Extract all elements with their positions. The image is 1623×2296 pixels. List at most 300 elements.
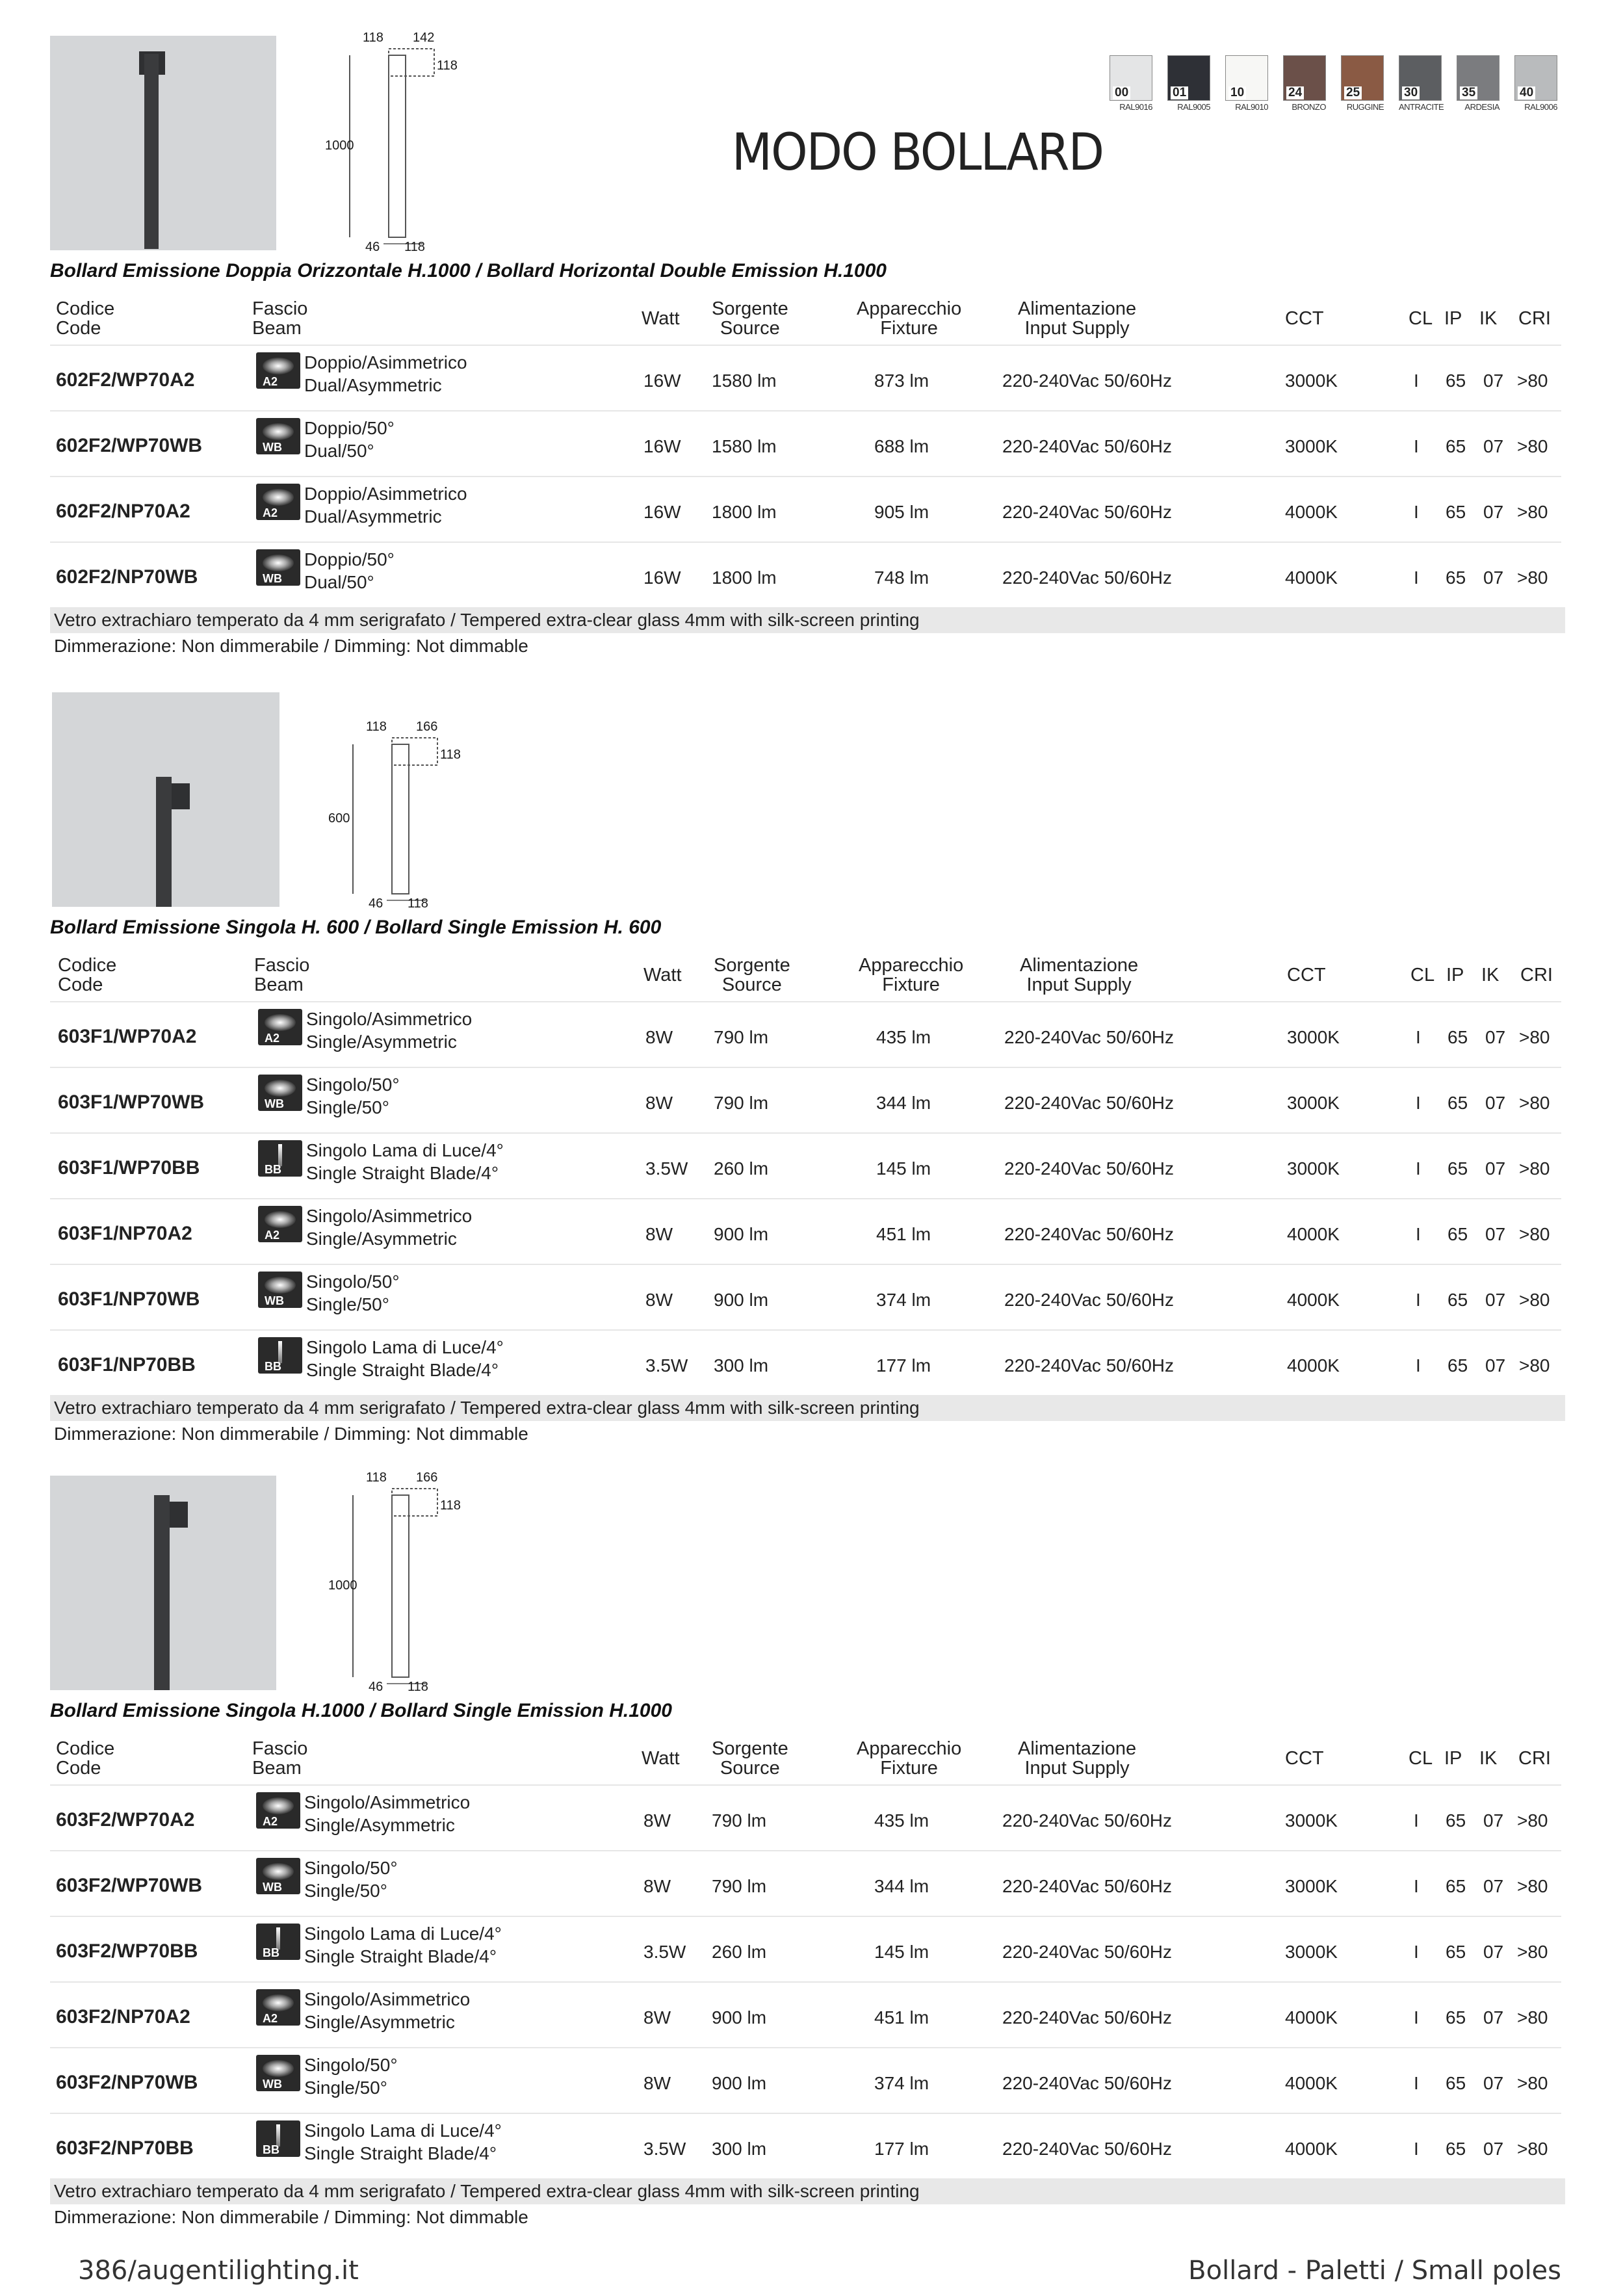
- beam-description: [306, 1008, 472, 1053]
- cl-value: I: [1414, 2073, 1419, 2093]
- beam-icon-label: A2: [265, 1229, 280, 1242]
- watt-value: 16W: [643, 567, 681, 588]
- ik-value: 07: [1483, 1810, 1504, 1831]
- header-line: Input Supply: [1024, 1758, 1130, 1779]
- cct-value: 3000K: [1287, 1158, 1340, 1179]
- cri-value: >80: [1517, 436, 1548, 456]
- fixture-lumen: 905 lm: [874, 502, 929, 522]
- ip-value: 65: [1446, 2007, 1466, 2028]
- cl-value: I: [1416, 1158, 1421, 1179]
- beam-icon: [258, 1206, 302, 1242]
- beam-it: Singolo/50°: [306, 1272, 400, 1292]
- header-line: Beam: [252, 1758, 302, 1779]
- beam-en: Single/Asymmetric: [304, 2012, 455, 2032]
- column-header-cri: CRI: [1518, 1748, 1551, 1769]
- column-header-source: [712, 1739, 788, 1778]
- cri-value: >80: [1517, 1876, 1548, 1896]
- swatch-code: 40: [1518, 86, 1535, 99]
- column-header-cl: CL: [1409, 308, 1433, 329]
- color-swatch: [1514, 55, 1557, 112]
- ik-value: 07: [1485, 1027, 1506, 1047]
- beam-icon-label: BB: [265, 1163, 281, 1176]
- beam-icon-label: WB: [263, 572, 282, 585]
- column-header-ip: IP: [1446, 965, 1464, 985]
- column-header-ip: IP: [1444, 1748, 1462, 1769]
- column-header-ik: IK: [1481, 965, 1500, 985]
- fixture-lumen: 145 lm: [874, 1942, 929, 1962]
- ik-value: 07: [1485, 1290, 1506, 1310]
- beam-it: Singolo/50°: [304, 2055, 398, 2075]
- cl-value: I: [1416, 1224, 1421, 1244]
- ip-value: 65: [1448, 1093, 1468, 1113]
- swatch-label: ARDESIA: [1464, 102, 1500, 112]
- dim-label: 118: [408, 896, 428, 911]
- source-lumen: 300 lm: [714, 1355, 769, 1376]
- row-divider: [50, 410, 1561, 411]
- header-line: Codice: [56, 1738, 115, 1759]
- header-line: Fixture: [880, 1758, 938, 1779]
- beam-en: Dual/50°: [304, 572, 374, 592]
- beam-icon: [256, 2055, 300, 2091]
- beam-description: [304, 1791, 470, 1836]
- beam-it: Singolo Lama di Luce/4°: [304, 1924, 502, 1944]
- swatch-label: RUGGINE: [1346, 102, 1384, 112]
- input-supply: 220-240Vac 50/60Hz: [1002, 436, 1172, 456]
- dim-label: 46: [369, 1680, 383, 1694]
- beam-en: Single/50°: [304, 2078, 387, 2098]
- beam-en: Single/Asymmetric: [306, 1032, 457, 1052]
- beam-icon: [256, 1924, 300, 1960]
- cct-value: 4000K: [1285, 2073, 1338, 2093]
- dim-label: 46: [365, 240, 380, 254]
- beam-icon: [258, 1272, 302, 1308]
- beam-icon-label: WB: [265, 1294, 284, 1307]
- beam-icon: [256, 2120, 300, 2157]
- swatch-color-box: [1110, 55, 1152, 101]
- cri-value: >80: [1517, 2139, 1548, 2159]
- beam-it: Singolo/Asimmetrico: [304, 1792, 471, 1812]
- header-line: Fascio: [252, 1738, 308, 1759]
- ik-value: 07: [1483, 436, 1504, 456]
- cri-value: >80: [1517, 2073, 1548, 2093]
- column-header-watt: Watt: [642, 308, 680, 329]
- column-header-ip: IP: [1444, 308, 1462, 329]
- color-swatch: [1283, 55, 1326, 112]
- cri-value: >80: [1519, 1027, 1550, 1047]
- column-header-cl: CL: [1410, 965, 1435, 985]
- watt-value: 8W: [643, 2073, 671, 2093]
- swatch-code: 00: [1113, 86, 1130, 99]
- drawing-lines: [328, 692, 497, 913]
- cri-value: >80: [1517, 371, 1548, 391]
- cri-value: >80: [1517, 1810, 1548, 1831]
- beam-icon-label: BB: [263, 1946, 279, 1959]
- beam-it: Singolo Lama di Luce/4°: [306, 1337, 504, 1357]
- watt-value: 8W: [643, 1810, 671, 1831]
- source-lumen: 790 lm: [712, 1810, 767, 1831]
- color-swatch: [1341, 55, 1384, 112]
- watt-value: 8W: [645, 1027, 673, 1047]
- product-code: 603F1/NP70A2: [58, 1223, 192, 1244]
- beam-en: Single Straight Blade/4°: [306, 1360, 499, 1380]
- beam-description: [304, 548, 395, 594]
- beam-en: Single/50°: [306, 1294, 389, 1314]
- beam-icon-label: BB: [265, 1360, 281, 1373]
- ik-value: 07: [1483, 371, 1504, 391]
- cct-value: 3000K: [1285, 436, 1338, 456]
- input-supply: 220-240Vac 50/60Hz: [1002, 1942, 1172, 1962]
- input-supply: 220-240Vac 50/60Hz: [1004, 1158, 1174, 1179]
- beam-icon-label: WB: [263, 2078, 282, 2091]
- beam-icon-label: WB: [263, 441, 282, 454]
- product-code: 602F2/NP70WB: [56, 566, 198, 588]
- fixture-lumen: 145 lm: [876, 1158, 931, 1179]
- row-divider: [50, 345, 1561, 346]
- beam-it: Doppio/50°: [304, 418, 395, 438]
- input-supply: 220-240Vac 50/60Hz: [1002, 1810, 1172, 1831]
- product-code: 603F1/NP70BB: [58, 1354, 196, 1376]
- header-line: Code: [58, 974, 103, 995]
- cri-value: >80: [1517, 567, 1548, 588]
- beam-icon: [256, 1792, 300, 1829]
- column-header-cri: CRI: [1520, 965, 1553, 985]
- page-title: MODO BOLLARD: [732, 124, 1104, 182]
- source-lumen: 1800 lm: [712, 502, 777, 522]
- beam-en: Dual/Asymmetric: [304, 375, 442, 395]
- fixture-lumen: 374 lm: [876, 1290, 931, 1310]
- swatch-label: RAL9010: [1235, 102, 1268, 112]
- cct-value: 3000K: [1285, 1876, 1338, 1896]
- header-line: Apparecchio: [857, 1738, 962, 1759]
- product-photo: [50, 1476, 276, 1690]
- beam-icon: [256, 418, 300, 454]
- dimension-drawing: [328, 1470, 497, 1697]
- swatch-color-box: [1225, 55, 1268, 101]
- dim-label: 118: [363, 31, 383, 45]
- input-supply: 220-240Vac 50/60Hz: [1002, 502, 1172, 522]
- ip-value: 65: [1446, 567, 1466, 588]
- footer-category: Bollard - Paletti / Small poles: [1188, 2256, 1561, 2286]
- beam-en: Single Straight Blade/4°: [304, 1946, 497, 1966]
- glass-note: Vetro extrachiaro temperato da 4 mm serigrafato / Tempered extra-clear glass 4mm with silk-screen printing: [50, 1395, 1565, 1421]
- beam-description: [304, 1922, 502, 1968]
- watt-value: 8W: [645, 1093, 673, 1113]
- source-lumen: 790 lm: [714, 1093, 769, 1113]
- fixture-lumen: 451 lm: [874, 2007, 929, 2028]
- swatch-color-box: [1341, 55, 1384, 101]
- beam-icon-label: A2: [263, 2012, 278, 2025]
- beam-description: [304, 351, 467, 397]
- source-lumen: 1580 lm: [712, 371, 777, 391]
- beam-icon-label: WB: [265, 1097, 284, 1110]
- beam-en: Single/50°: [306, 1097, 389, 1117]
- watt-value: 8W: [643, 2007, 671, 2028]
- cl-value: I: [1416, 1355, 1421, 1376]
- cct-value: 3000K: [1287, 1093, 1340, 1113]
- ik-value: 07: [1483, 1876, 1504, 1896]
- header-line: Sorgente: [712, 1738, 788, 1759]
- cri-value: >80: [1517, 2007, 1548, 2028]
- header-line: Apparecchio: [859, 955, 964, 976]
- cl-value: I: [1416, 1027, 1421, 1047]
- fixture-lumen: 435 lm: [874, 1810, 929, 1831]
- swatch-code: 30: [1402, 86, 1420, 99]
- cri-value: >80: [1519, 1290, 1550, 1310]
- column-header-supply: [1018, 1739, 1136, 1778]
- product-code: 603F2/NP70BB: [56, 2137, 194, 2159]
- beam-icon: [258, 1337, 302, 1374]
- column-header-watt: Watt: [642, 1748, 680, 1769]
- color-swatch: [1110, 55, 1152, 112]
- footer-page-url: 386/augentilighting.it: [78, 2256, 359, 2286]
- ik-value: 07: [1483, 1942, 1504, 1962]
- dimension-drawing: [325, 31, 494, 257]
- cl-value: I: [1414, 371, 1419, 391]
- fixture-lumen: 873 lm: [874, 371, 929, 391]
- header-line: Alimentazione: [1018, 1738, 1137, 1759]
- row-divider: [50, 1198, 1561, 1199]
- beam-en: Dual/50°: [304, 441, 374, 461]
- cri-value: >80: [1519, 1093, 1550, 1113]
- source-lumen: 1800 lm: [712, 567, 777, 588]
- header-line: Code: [56, 1758, 101, 1779]
- column-header-ik: IK: [1479, 308, 1498, 329]
- cl-value: I: [1416, 1290, 1421, 1310]
- ip-value: 65: [1448, 1027, 1468, 1047]
- cl-value: I: [1414, 1876, 1419, 1896]
- row-divider: [50, 476, 1561, 477]
- beam-icon: [256, 1858, 300, 1894]
- cct-value: 4000K: [1287, 1355, 1340, 1376]
- swatch-label: RAL9016: [1119, 102, 1152, 112]
- beam-it: Singolo Lama di Luce/4°: [306, 1140, 504, 1160]
- bollard-head: [167, 1502, 188, 1528]
- header-line: Apparecchio: [857, 298, 962, 319]
- product-code: 603F1/WP70WB: [58, 1091, 205, 1113]
- ip-value: 65: [1446, 371, 1466, 391]
- header-line: Sorgente: [714, 955, 790, 976]
- fixture-lumen: 451 lm: [876, 1224, 931, 1244]
- ip-value: 65: [1446, 1942, 1466, 1962]
- column-header-ik: IK: [1479, 1748, 1498, 1769]
- ik-value: 07: [1485, 1224, 1506, 1244]
- product-code: 603F2/NP70A2: [56, 2006, 190, 2028]
- header-line: Alimentazione: [1018, 298, 1137, 319]
- source-lumen: 300 lm: [712, 2139, 767, 2159]
- section-title: Bollard Emissione Singola H.1000 / Bollard Single Emission H.1000: [50, 1700, 672, 1721]
- fixture-lumen: 177 lm: [876, 1355, 931, 1376]
- beam-icon: [258, 1009, 302, 1045]
- dim-label: 118: [366, 1470, 387, 1485]
- dim-label: 118: [440, 1498, 461, 1513]
- input-supply: 220-240Vac 50/60Hz: [1004, 1224, 1174, 1244]
- product-code: 602F2/WP70WB: [56, 435, 203, 456]
- beam-icon-label: WB: [263, 1881, 282, 1894]
- section-title: Bollard Emissione Singola H. 600 / Bollard Single Emission H. 600: [50, 917, 662, 938]
- row-divider: [50, 1264, 1561, 1265]
- cri-value: >80: [1517, 502, 1548, 522]
- beam-it: Singolo/Asimmetrico: [306, 1009, 473, 1029]
- row-divider: [50, 1981, 1561, 1983]
- bollard-pole: [156, 777, 172, 907]
- input-supply: 220-240Vac 50/60Hz: [1002, 1876, 1172, 1896]
- beam-description: [306, 1205, 472, 1250]
- cct-value: 4000K: [1285, 567, 1338, 588]
- input-supply: 220-240Vac 50/60Hz: [1002, 2073, 1172, 2093]
- color-swatches: [1110, 55, 1572, 112]
- product-code: 603F2/NP70WB: [56, 2072, 198, 2093]
- cct-value: 3000K: [1287, 1027, 1340, 1047]
- ip-value: 65: [1446, 2073, 1466, 2093]
- color-swatch: [1457, 55, 1500, 112]
- color-swatch: [1225, 55, 1268, 112]
- beam-description: [304, 1988, 470, 2033]
- row-divider: [50, 1850, 1561, 1851]
- ip-value: 65: [1446, 436, 1466, 456]
- cct-value: 4000K: [1285, 502, 1338, 522]
- beam-it: Doppio/Asimmetrico: [304, 352, 467, 372]
- watt-value: 3.5W: [643, 2139, 686, 2159]
- beam-description: [304, 482, 467, 528]
- swatch-label: RAL9005: [1177, 102, 1210, 112]
- beam-description: [304, 2119, 502, 2165]
- beam-icon-label: A2: [265, 1032, 280, 1045]
- product-code: 603F2/WP70A2: [56, 1809, 195, 1831]
- beam-icon: [256, 1989, 300, 2026]
- product-code: 602F2/NP70A2: [56, 501, 190, 522]
- beam-icon-label: A2: [263, 1815, 278, 1828]
- watt-value: 16W: [643, 436, 681, 456]
- bollard-pole: [144, 54, 159, 249]
- input-supply: 220-240Vac 50/60Hz: [1002, 2007, 1172, 2028]
- watt-value: 16W: [643, 371, 681, 391]
- dim-label: 118: [437, 59, 458, 73]
- swatch-code: 24: [1286, 86, 1304, 99]
- column-header-cri: CRI: [1518, 308, 1551, 329]
- product-photo: [52, 692, 279, 907]
- beam-description: [304, 1857, 398, 1902]
- watt-value: 3.5W: [643, 1942, 686, 1962]
- source-lumen: 260 lm: [712, 1942, 767, 1962]
- product-code: 603F1/WP70A2: [58, 1026, 197, 1047]
- source-lumen: 900 lm: [712, 2007, 767, 2028]
- cl-value: I: [1414, 567, 1419, 588]
- product-code: 602F2/WP70A2: [56, 369, 195, 391]
- fixture-lumen: 748 lm: [874, 567, 929, 588]
- cl-value: I: [1416, 1093, 1421, 1113]
- source-lumen: 900 lm: [714, 1224, 769, 1244]
- column-header-code: [56, 299, 114, 338]
- watt-value: 3.5W: [645, 1158, 688, 1179]
- watt-value: 8W: [645, 1224, 673, 1244]
- row-divider: [50, 1132, 1561, 1134]
- beam-it: Doppio/Asimmetrico: [304, 484, 467, 504]
- header-line: Input Supply: [1024, 318, 1130, 339]
- cri-value: >80: [1519, 1355, 1550, 1376]
- cct-value: 3000K: [1285, 1942, 1338, 1962]
- watt-value: 3.5W: [645, 1355, 688, 1376]
- color-swatch: [1167, 55, 1210, 112]
- swatch-code: 25: [1344, 86, 1362, 99]
- dimming-note: Dimmerazione: Non dimmerabile / Dimming: Not dimmable: [54, 2207, 528, 2227]
- ik-value: 07: [1483, 2007, 1504, 2028]
- beam-en: Single Straight Blade/4°: [306, 1163, 499, 1183]
- header-line: Beam: [252, 318, 302, 339]
- beam-description: [304, 417, 395, 462]
- cri-value: >80: [1517, 1942, 1548, 1962]
- input-supply: 220-240Vac 50/60Hz: [1002, 567, 1172, 588]
- header-line: Source: [720, 1758, 780, 1779]
- header-line: Beam: [254, 974, 304, 995]
- cl-value: I: [1414, 436, 1419, 456]
- beam-en: Single/Asymmetric: [306, 1229, 457, 1249]
- cl-value: I: [1414, 2007, 1419, 2028]
- cct-value: 3000K: [1285, 371, 1338, 391]
- cct-value: 4000K: [1287, 1290, 1340, 1310]
- ip-value: 65: [1446, 502, 1466, 522]
- beam-icon: [256, 352, 300, 389]
- product-photo: [50, 36, 276, 250]
- row-divider: [50, 541, 1561, 543]
- column-header-watt: Watt: [643, 965, 682, 985]
- swatch-label: RAL9006: [1524, 102, 1557, 112]
- ik-value: 07: [1485, 1093, 1506, 1113]
- column-header-cct: CCT: [1287, 965, 1326, 985]
- input-supply: 220-240Vac 50/60Hz: [1004, 1027, 1174, 1047]
- cl-value: I: [1414, 1810, 1419, 1831]
- header-line: Fascio: [252, 298, 308, 319]
- column-header-cl: CL: [1409, 1748, 1433, 1769]
- watt-value: 8W: [645, 1290, 673, 1310]
- beam-it: Singolo/50°: [306, 1075, 400, 1095]
- column-header-beam: [252, 299, 307, 338]
- dim-label: 118: [408, 1680, 428, 1694]
- ip-value: 65: [1446, 1810, 1466, 1831]
- bollard-pole: [154, 1495, 170, 1690]
- ip-value: 65: [1448, 1224, 1468, 1244]
- swatch-color-box: [1167, 55, 1210, 101]
- header-line: Codice: [56, 298, 115, 319]
- product-code: 603F1/WP70BB: [58, 1157, 200, 1179]
- beam-icon: [256, 549, 300, 586]
- cct-value: 3000K: [1285, 1810, 1338, 1831]
- beam-icon-label: A2: [263, 506, 278, 519]
- dim-label: 142: [413, 31, 435, 45]
- header-line: Fixture: [882, 974, 940, 995]
- column-header-beam: [252, 1739, 307, 1778]
- fixture-lumen: 177 lm: [874, 2139, 929, 2159]
- beam-it: Doppio/50°: [304, 549, 395, 569]
- fixture-lumen: 344 lm: [876, 1093, 931, 1113]
- source-lumen: 790 lm: [714, 1027, 769, 1047]
- column-header-cct: CCT: [1285, 308, 1324, 329]
- swatch-label: BRONZO: [1292, 102, 1326, 112]
- cl-value: I: [1414, 2139, 1419, 2159]
- beam-description: [306, 1270, 400, 1316]
- glass-note: Vetro extrachiaro temperato da 4 mm serigrafato / Tempered extra-clear glass 4mm with silk-screen printing: [50, 607, 1565, 633]
- row-divider: [50, 2113, 1561, 2114]
- dim-label: 118: [366, 720, 387, 734]
- column-header-cct: CCT: [1285, 1748, 1324, 1769]
- ik-value: 07: [1485, 1158, 1506, 1179]
- ip-value: 65: [1448, 1158, 1468, 1179]
- product-code: 603F1/NP70WB: [58, 1288, 200, 1310]
- ip-value: 65: [1446, 2139, 1466, 2159]
- dim-label: 166: [416, 720, 438, 734]
- beam-en: Dual/Asymmetric: [304, 506, 442, 527]
- beam-icon-label: A2: [263, 375, 278, 388]
- ik-value: 07: [1483, 502, 1504, 522]
